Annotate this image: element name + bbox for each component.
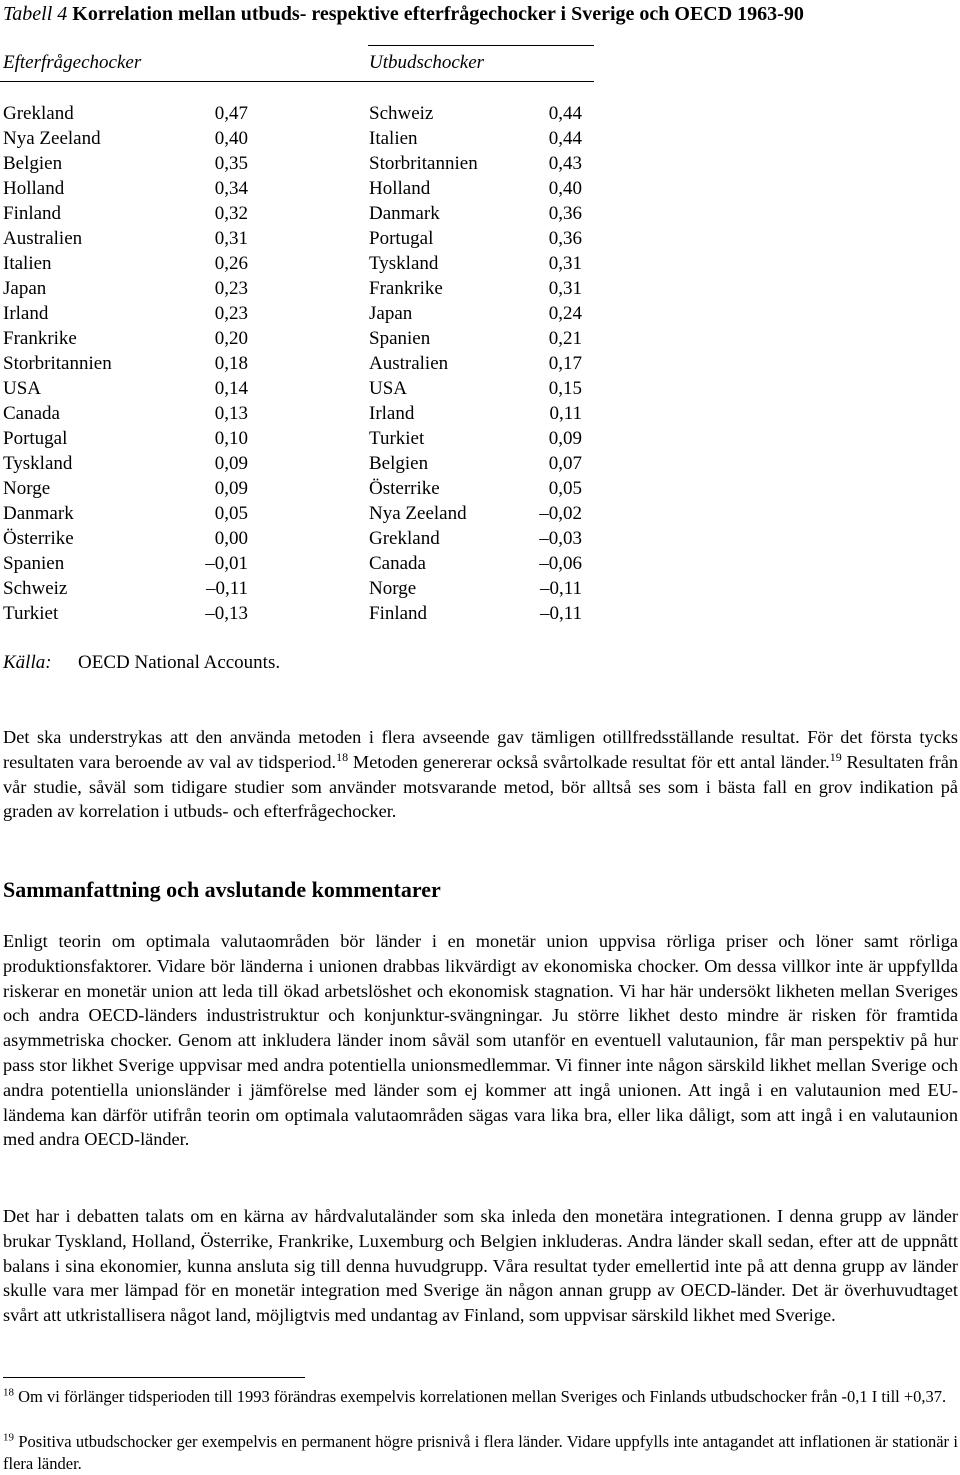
supply-correlation-cell: 0,44 bbox=[548, 128, 582, 149]
supply-correlation-cell: –0,02 bbox=[539, 503, 582, 524]
country-demand-cell: Frankrike bbox=[3, 328, 77, 349]
country-demand-cell: Schweiz bbox=[3, 578, 68, 599]
table-row bbox=[0, 376, 600, 401]
paragraph-methodology-part1: Det ska understrykas att den använda metoden i flera avseende gav tämligen otillfredsställande resultat. För det första tycks resultaten vara beroende av val av tidsperiod. bbox=[3, 727, 958, 772]
table-caption-title: Korrelation mellan utbuds- respektive efterfrågechocker i Sverige och OECD 1963-90 bbox=[72, 3, 804, 25]
demand-correlation-cell: 0,05 bbox=[214, 503, 248, 524]
footnote-19 bbox=[3, 1431, 958, 1475]
footnote-18-number: 18 bbox=[3, 1386, 14, 1399]
table-row bbox=[0, 401, 600, 426]
country-supply-cell: Turkiet bbox=[369, 428, 425, 449]
country-supply-cell: Italien bbox=[369, 128, 418, 149]
left-column-header: Efterfrågechocker bbox=[3, 52, 142, 73]
country-supply-cell: Spanien bbox=[369, 328, 431, 349]
demand-correlation-cell: –0,13 bbox=[205, 603, 248, 624]
country-demand-cell: Nya Zeeland bbox=[3, 128, 101, 149]
demand-correlation-cell: 0,32 bbox=[214, 203, 248, 224]
table-row bbox=[0, 276, 600, 301]
demand-correlation-cell: 0,09 bbox=[214, 453, 248, 474]
country-demand-cell: Österrike bbox=[3, 528, 74, 549]
table-caption-label: Tabell 4 bbox=[3, 3, 68, 25]
demand-correlation-cell: 0,35 bbox=[214, 153, 248, 174]
country-demand-cell: Spanien bbox=[3, 553, 65, 574]
demand-correlation-cell: 0,00 bbox=[214, 528, 248, 549]
footnote-ref-19: 19 bbox=[829, 749, 842, 764]
country-demand-cell: Canada bbox=[3, 403, 60, 424]
table-row bbox=[0, 126, 600, 151]
demand-correlation-cell: 0,20 bbox=[214, 328, 248, 349]
country-demand-cell: Tyskland bbox=[3, 453, 73, 474]
demand-correlation-cell: 0,13 bbox=[214, 403, 248, 424]
source-text: OECD National Accounts. bbox=[78, 652, 281, 673]
supply-correlation-cell: 0,44 bbox=[548, 103, 582, 124]
country-demand-cell: Turkiet bbox=[3, 603, 59, 624]
supply-correlation-cell: 0,31 bbox=[548, 253, 582, 274]
demand-correlation-cell: –0,01 bbox=[205, 553, 248, 574]
supply-correlation-cell: 0,36 bbox=[548, 228, 582, 249]
country-supply-cell: Canada bbox=[369, 553, 426, 574]
table-row bbox=[0, 601, 600, 626]
country-supply-cell: Irland bbox=[369, 403, 415, 424]
demand-correlation-cell: 0,31 bbox=[214, 228, 248, 249]
demand-correlation-cell: 0,23 bbox=[214, 278, 248, 299]
country-demand-cell: USA bbox=[3, 378, 42, 399]
table-row bbox=[0, 526, 600, 551]
country-supply-cell: Holland bbox=[369, 178, 431, 199]
demand-correlation-cell: 0,09 bbox=[214, 478, 248, 499]
table-row bbox=[0, 451, 600, 476]
supply-correlation-cell: –0,11 bbox=[539, 603, 582, 624]
country-demand-cell: Japan bbox=[3, 278, 47, 299]
country-supply-cell: Frankrike bbox=[369, 278, 443, 299]
country-demand-cell: Portugal bbox=[3, 428, 68, 449]
footnote-19-number: 19 bbox=[3, 1431, 14, 1444]
supply-correlation-cell: 0,24 bbox=[548, 303, 582, 324]
supply-correlation-cell: 0,07 bbox=[548, 453, 582, 474]
country-demand-cell: Norge bbox=[3, 478, 51, 499]
footnote-18 bbox=[3, 1386, 958, 1408]
country-supply-cell: Portugal bbox=[369, 228, 434, 249]
supply-correlation-cell: 0,40 bbox=[548, 178, 582, 199]
country-supply-cell: Belgien bbox=[369, 453, 429, 474]
country-demand-cell: Storbritannien bbox=[3, 353, 112, 374]
country-demand-cell: Danmark bbox=[3, 503, 74, 524]
supply-correlation-cell: 0,17 bbox=[548, 353, 582, 374]
paragraph-hard-currency: Det har i debatten talats om en kärna av hårdvalutaländer som ska inleda den monetära integrationen. I denna grupp av länder brukar Tyskland, Holland, Österrike, Frankrike, Luxemburg och Belgien inkluderas. Andra länder skall sedan, efter att de uppnått balans i sina ekonomier, kunna ansluta sig till denna huvudgrupp. Våra resultat tyder emellertid inte på att denna grupp av länder skulle vara mer lämpad för en monetär integration med Sverige än någon annan grupp av OECD-länder. Det är överhuvudtaget svårt att utkristallisera något land, möjligtvis med undantag av Finland, som uppvisar särskild likhet med Sverige. bbox=[3, 1206, 958, 1326]
demand-correlation-cell: 0,10 bbox=[214, 428, 248, 449]
supply-correlation-cell: 0,05 bbox=[548, 478, 582, 499]
paragraph-summary: Enligt teorin om optimala valutaområden bör länder i en monetär union uppvisa rörliga priser och löner samt rörliga produktionsfaktorer. Vidare bör länderna i unionen drabbas likvärdigt av ekonomiska chocker. Om dessa villkor inte är uppfyllda riskerar en monetär union att leda till ökad arbetslöshet och ekonomisk stagnation. Vi har här undersökt likheten mellan Sveriges och andra OECD-länders industristruktur och konjunktur-svängningar. Ju större likhet desto mindre är risken för framtida asymmetriska chocker. Genom att inkludera länder inom såväl som utanför en eventuell valutaunion, får man perspektiv på hur pass stor likhet Sverige uppvisar med andra potentiella unionsmedlemmar. Vi finner inte någon särskild likhet mellan Sverige och andra potentiella unionsländer i jämförelse med länder som ej kommer att ingå unionen. Att ingå i en valutaunion med EU-ländema kan därför utifrån teorin om optimala valutaområden sägas vara lika bra, eller lika dåligt, som att ingå i en valutaunion med andra OECD-länder. bbox=[3, 931, 958, 1150]
demand-correlation-cell: 0,14 bbox=[214, 378, 248, 399]
table-row bbox=[0, 326, 600, 351]
table-row bbox=[0, 251, 600, 276]
table-row bbox=[0, 476, 600, 501]
table-row bbox=[0, 551, 600, 576]
footnote-separator bbox=[3, 1377, 305, 1378]
country-supply-cell: Österrike bbox=[369, 478, 440, 499]
country-demand-cell: Australien bbox=[3, 228, 83, 249]
footnote-19-text: Positiva utbudschocker ger exempelvis en permanent högre prisnivå i flera länder. Vidare uppfylls inte antagandet att inflationen är stationär i flera länder. bbox=[3, 1432, 958, 1473]
supply-correlation-cell: –0,03 bbox=[539, 528, 582, 549]
table-row bbox=[0, 151, 600, 176]
country-demand-cell: Grekland bbox=[3, 103, 74, 124]
country-supply-cell: Schweiz bbox=[369, 103, 434, 124]
table-row bbox=[0, 176, 600, 201]
table-row bbox=[0, 201, 600, 226]
country-supply-cell: Australien bbox=[369, 353, 449, 374]
supply-correlation-cell: –0,11 bbox=[539, 578, 582, 599]
demand-correlation-cell: –0,11 bbox=[205, 578, 248, 599]
demand-correlation-cell: 0,18 bbox=[214, 353, 248, 374]
country-supply-cell: Danmark bbox=[369, 203, 440, 224]
supply-correlation-cell: 0,21 bbox=[548, 328, 582, 349]
country-supply-cell: USA bbox=[369, 378, 408, 399]
supply-correlation-cell: 0,31 bbox=[548, 278, 582, 299]
table-row bbox=[0, 101, 600, 126]
paragraph-methodology-part3: Resultaten från vår studie, såväl som tidigare studier som använder motsvarande metod, bör alltså ses som i bästa fall en grov indikation på graden av korrelation i utbuds- och efterfrågechocker. bbox=[3, 751, 958, 822]
country-supply-cell: Finland bbox=[369, 603, 428, 624]
footnote-18-text: Om vi förlänger tidsperioden till 1993 förändras exempelvis korrelationen mellan Sveriges och Finlands utbudschocker från -0,1 I till +0,37. bbox=[14, 1387, 947, 1406]
country-demand-cell: Irland bbox=[3, 303, 49, 324]
header-top-rule bbox=[368, 45, 594, 46]
table-row bbox=[0, 301, 600, 326]
paragraph-methodology bbox=[3, 725, 958, 824]
country-demand-cell: Belgien bbox=[3, 153, 63, 174]
table-row bbox=[0, 576, 600, 601]
table-row bbox=[0, 351, 600, 376]
supply-correlation-cell: –0,06 bbox=[539, 553, 582, 574]
country-supply-cell: Tyskland bbox=[369, 253, 439, 274]
demand-correlation-cell: 0,34 bbox=[214, 178, 248, 199]
footnote-ref-18: 18 bbox=[336, 749, 349, 764]
demand-correlation-cell: 0,23 bbox=[214, 303, 248, 324]
demand-correlation-cell: 0,26 bbox=[214, 253, 248, 274]
country-demand-cell: Finland bbox=[3, 203, 62, 224]
country-demand-cell: Holland bbox=[3, 178, 65, 199]
country-supply-cell: Grekland bbox=[369, 528, 440, 549]
country-supply-cell: Nya Zeeland bbox=[369, 503, 467, 524]
supply-correlation-cell: 0,09 bbox=[548, 428, 582, 449]
right-column-header: Utbudschocker bbox=[369, 52, 485, 73]
country-supply-cell: Storbritannien bbox=[369, 153, 478, 174]
table-row bbox=[0, 426, 600, 451]
country-supply-cell: Norge bbox=[369, 578, 417, 599]
source-label: Källa: bbox=[3, 652, 52, 673]
paragraph-methodology-part2: Metoden genererar också svårtolkade resultat för ett antal länder. bbox=[348, 751, 830, 772]
supply-correlation-cell: 0,15 bbox=[548, 378, 582, 399]
supply-correlation-cell: 0,11 bbox=[549, 403, 582, 424]
supply-correlation-cell: 0,36 bbox=[548, 203, 582, 224]
supply-correlation-cell: 0,43 bbox=[548, 153, 582, 174]
section-heading: Sammanfattning och avslutande kommentarer bbox=[3, 877, 441, 902]
demand-correlation-cell: 0,47 bbox=[214, 103, 248, 124]
table-row bbox=[0, 226, 600, 251]
header-bottom-rule bbox=[0, 81, 594, 82]
country-supply-cell: Japan bbox=[369, 303, 413, 324]
table-caption bbox=[3, 0, 804, 28]
demand-correlation-cell: 0,40 bbox=[214, 128, 248, 149]
country-demand-cell: Italien bbox=[3, 253, 52, 274]
table-row bbox=[0, 501, 600, 526]
